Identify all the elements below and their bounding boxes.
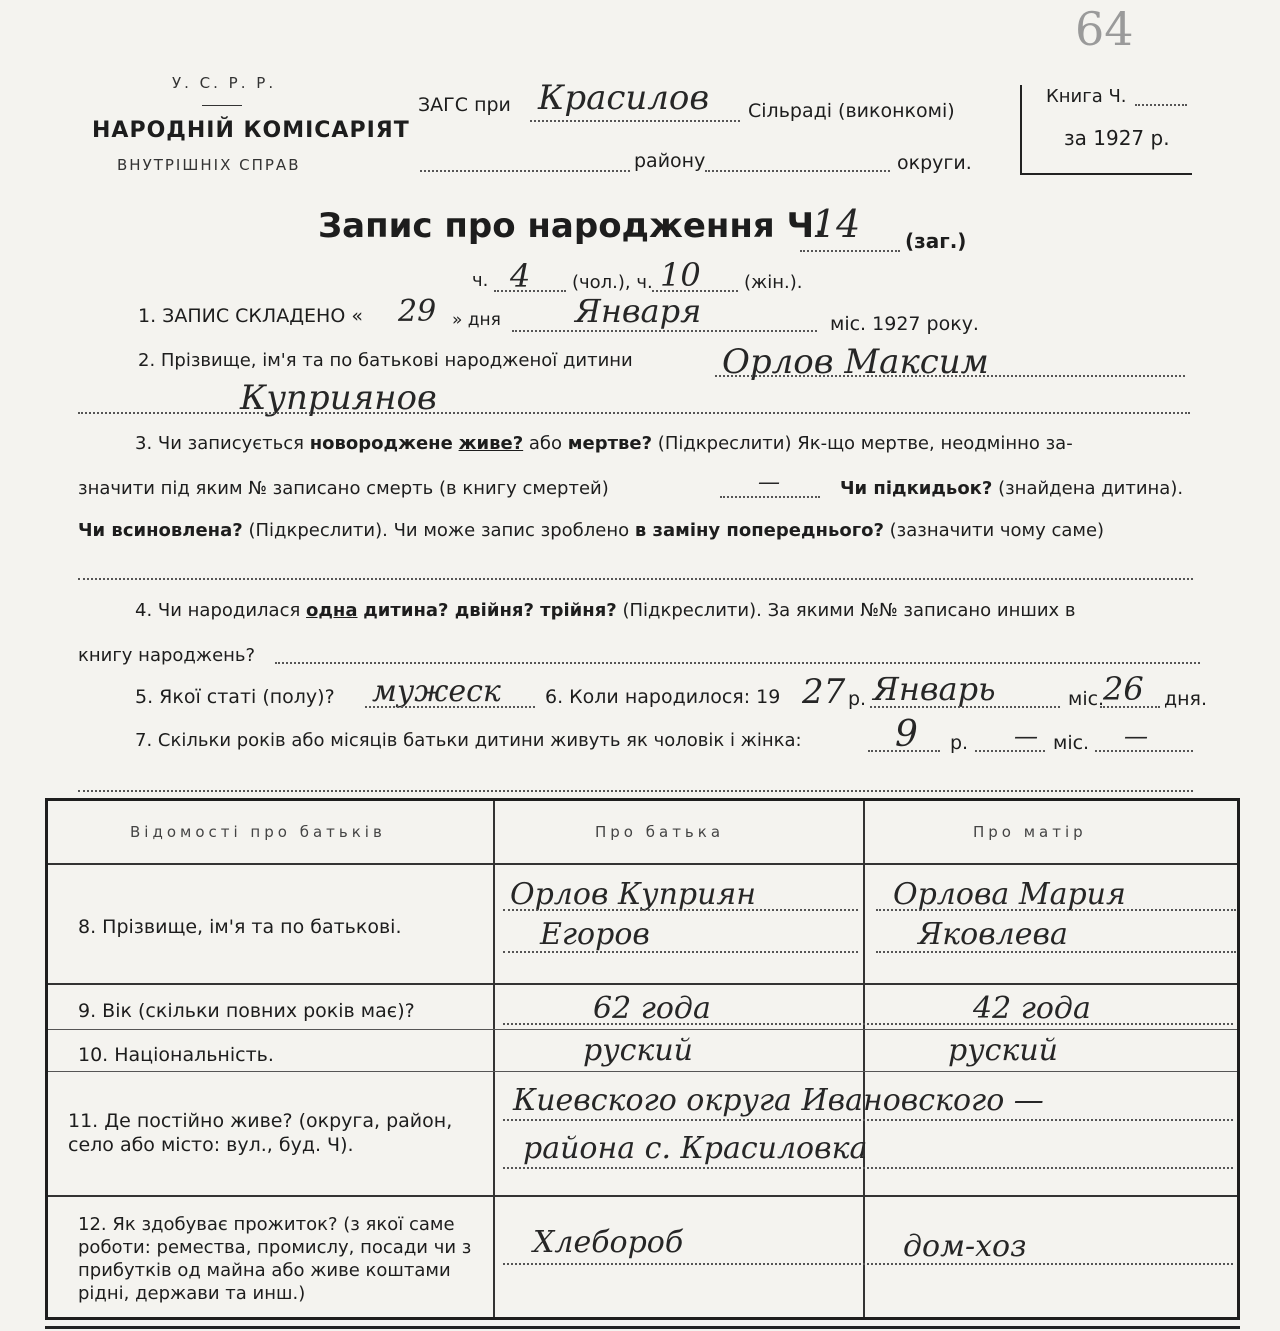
residence-dots-1 <box>503 1119 1233 1121</box>
total-label: (заг.) <box>905 229 967 253</box>
zags-label: ЗАГС при <box>418 94 511 116</box>
council-label: Сільраді (виконкомі) <box>748 100 955 122</box>
male-dots <box>494 290 566 292</box>
row-label-name: 8. Прізвище, ім'я та по батькові. <box>78 916 402 938</box>
f7-label: 7. Скільки років або місяців батьки дитини живуть як чоловік і жінка: <box>135 730 802 751</box>
father-name-dots-2 <box>503 951 858 953</box>
f3-text-f: (Підкреслити) Як-що мертве, неодмінно за- <box>657 433 1073 454</box>
district-dots <box>420 170 630 172</box>
f7-months: — <box>1014 722 1038 750</box>
residence-line-1: Киевского округа Ивановского — <box>513 1083 1044 1118</box>
row-divider-1 <box>48 983 1237 985</box>
f2-name-line1: Орлов Максим <box>722 342 989 382</box>
mother-name-1: Орлова Мария <box>893 877 1126 912</box>
mother-name-2: Яковлева <box>918 917 1068 952</box>
book-year: за 1927 р. <box>1064 126 1170 150</box>
male-label: (чол.), ч. <box>572 272 653 293</box>
col-divider-2 <box>863 801 865 1317</box>
f4-twins: дитина? двійня? трійня? <box>363 600 617 621</box>
f3-alive: живе? <box>458 433 524 454</box>
f3-foundling-note: (знайдена дитина). <box>998 478 1184 499</box>
female-count: 10 <box>660 256 701 294</box>
age-dots <box>503 1023 1233 1025</box>
record-title: Запис про народження Ч. <box>318 206 827 246</box>
bottom-rule <box>45 1326 1240 1329</box>
f7-r: р. <box>950 732 969 754</box>
f3-dead: мертве? <box>567 433 653 454</box>
f7-years: 9 <box>895 714 918 755</box>
district-label: району <box>634 150 706 172</box>
row-divider-2 <box>48 1029 1237 1030</box>
mother-livelihood: дом-хоз <box>903 1229 1027 1264</box>
f2-label: 2. Прізвище, ім'я та по батькові народженої дитини <box>138 350 633 371</box>
col-divider-1 <box>493 801 495 1317</box>
row-label-age: 9. Вік (скільки повних років має)? <box>78 1000 415 1022</box>
f2-name-line2: Куприянов <box>240 378 437 418</box>
f6-day-dots <box>1100 706 1160 708</box>
f7-years-dots <box>868 750 940 752</box>
mother-name-dots-1 <box>876 909 1236 911</box>
father-age: 62 года <box>593 991 711 1026</box>
okrug-dots <box>705 170 890 172</box>
mother-age: 42 года <box>973 991 1091 1026</box>
col-head-father: Про батька <box>595 823 725 841</box>
f6-dnia: дня. <box>1164 688 1208 710</box>
f1-day-suffix: » дня <box>452 310 501 330</box>
f7-mis: міс. <box>1053 732 1090 754</box>
row-divider-4 <box>48 1195 1237 1197</box>
f3-newborn: новороджене <box>309 433 453 454</box>
page-number: 64 <box>1075 2 1134 56</box>
f5-label: 5. Якої статі (полу)? <box>135 686 335 708</box>
f6-year: 27 <box>802 672 846 712</box>
row-label-nationality: 10. Національність. <box>78 1044 274 1066</box>
f1-tail: міс. 1927 року. <box>830 313 979 335</box>
f3-text-a: 3. Чи записується <box>135 433 304 454</box>
residence-line-2: района с. Красиловка <box>523 1131 868 1166</box>
f3-adopted: Чи всиновлена? <box>78 520 243 541</box>
father-name-1: Орлов Куприян <box>510 877 757 912</box>
f4-text-a: 4. Чи народилася <box>135 600 301 621</box>
f3-line3 <box>78 520 1104 541</box>
female-label: (жін.). <box>744 272 803 293</box>
row-label-residence: 11. Де постійно живе? (округа, район, село або місто: вул., буд. Ч). <box>68 1110 453 1156</box>
f5-dots <box>365 706 535 708</box>
f3-dots-3 <box>78 578 1193 580</box>
f1-month: Января <box>575 292 702 330</box>
father-nationality: руский <box>583 1033 693 1068</box>
f4-single: одна <box>306 600 358 621</box>
f6-day: 26 <box>1103 670 1144 708</box>
parents-table <box>45 798 1240 1320</box>
zags-value: Красилов <box>538 78 710 118</box>
residence-dots-2 <box>503 1167 1233 1169</box>
livelihood-dots <box>503 1263 1233 1265</box>
mother-name-dots-2 <box>876 951 1236 953</box>
male-count: 4 <box>510 257 531 295</box>
row-divider-3 <box>48 1071 1237 1072</box>
f1-label: 1. ЗАПИС СКЛАДЕНО « <box>138 305 363 327</box>
col-head-mother: Про матір <box>973 823 1087 841</box>
f3-line2 <box>78 478 609 499</box>
f6-r: р. <box>848 688 867 710</box>
f3-death-dots <box>720 496 820 498</box>
mother-nationality: руский <box>948 1033 1058 1068</box>
f7-tail-dots <box>1095 750 1193 752</box>
zags-dots <box>530 120 740 122</box>
f3-death-value: — <box>758 470 780 495</box>
f6-month-dots <box>870 706 1060 708</box>
head-divider <box>48 863 1237 865</box>
f3-or: або <box>528 433 563 454</box>
record-number: 14 <box>812 202 861 246</box>
f3-replacement: в заміну попереднього? <box>634 520 884 541</box>
book-dots <box>1135 104 1187 106</box>
f3-foundling <box>840 478 1183 499</box>
f6-mis: міс. <box>1068 688 1105 710</box>
f3-death-text: значити під яким № записано смерть (в книгу смертей) <box>78 478 609 499</box>
f2-dots-2 <box>78 412 1190 414</box>
f2-dots-1 <box>715 375 1185 377</box>
book-label: Книга Ч. <box>1046 86 1127 107</box>
male-prefix: ч. <box>472 270 489 291</box>
commissariat-title: НАРОДНІЙ КОМІСАРІЯТ <box>92 118 410 143</box>
pre-table-dots <box>78 790 1193 792</box>
f7-tail: — <box>1124 722 1148 750</box>
okrug-label: округи. <box>897 152 972 174</box>
f6-month: Январь <box>873 670 996 708</box>
father-name-2: Егоров <box>540 917 650 952</box>
f4-line1 <box>135 600 1076 621</box>
record-number-dots <box>800 250 900 252</box>
f3-text-b: (Підкреслити). Чи може запис зроблено <box>248 520 630 541</box>
f3-line1 <box>135 433 1073 454</box>
f5-value: мужеск <box>372 674 501 709</box>
col-head-info: Відомості про батьків <box>130 823 386 841</box>
father-name-dots-1 <box>503 909 858 911</box>
republic-label: У. С. Р. Р. <box>172 74 277 92</box>
header-divider <box>202 105 242 106</box>
row-label-livelihood: 12. Як здобуває прожиток? (з якої саме роботи: ремества, промислу, посади чи з прибутків од майна або живе коштами рідні, держави та инш.) <box>78 1214 472 1304</box>
f3-text-d: (зазначити чому саме) <box>889 520 1105 541</box>
f6-label: 6. Коли народилося: 19 <box>545 686 781 708</box>
f4-line2: книгу народжень? <box>78 645 256 666</box>
commissariat-dept: ВНУТРІШНІХ СПРАВ <box>117 156 301 174</box>
f1-day: 29 <box>398 294 437 329</box>
f4-dots <box>275 662 1200 664</box>
f3-foundling-q: Чи підкидьок? <box>840 478 993 499</box>
father-livelihood: Хлебороб <box>533 1225 684 1260</box>
f7-months-dots <box>975 750 1045 752</box>
f4-text-d: (Підкреслити). За якими №№ записано инших в <box>622 600 1076 621</box>
f1-month-dots <box>512 330 817 332</box>
